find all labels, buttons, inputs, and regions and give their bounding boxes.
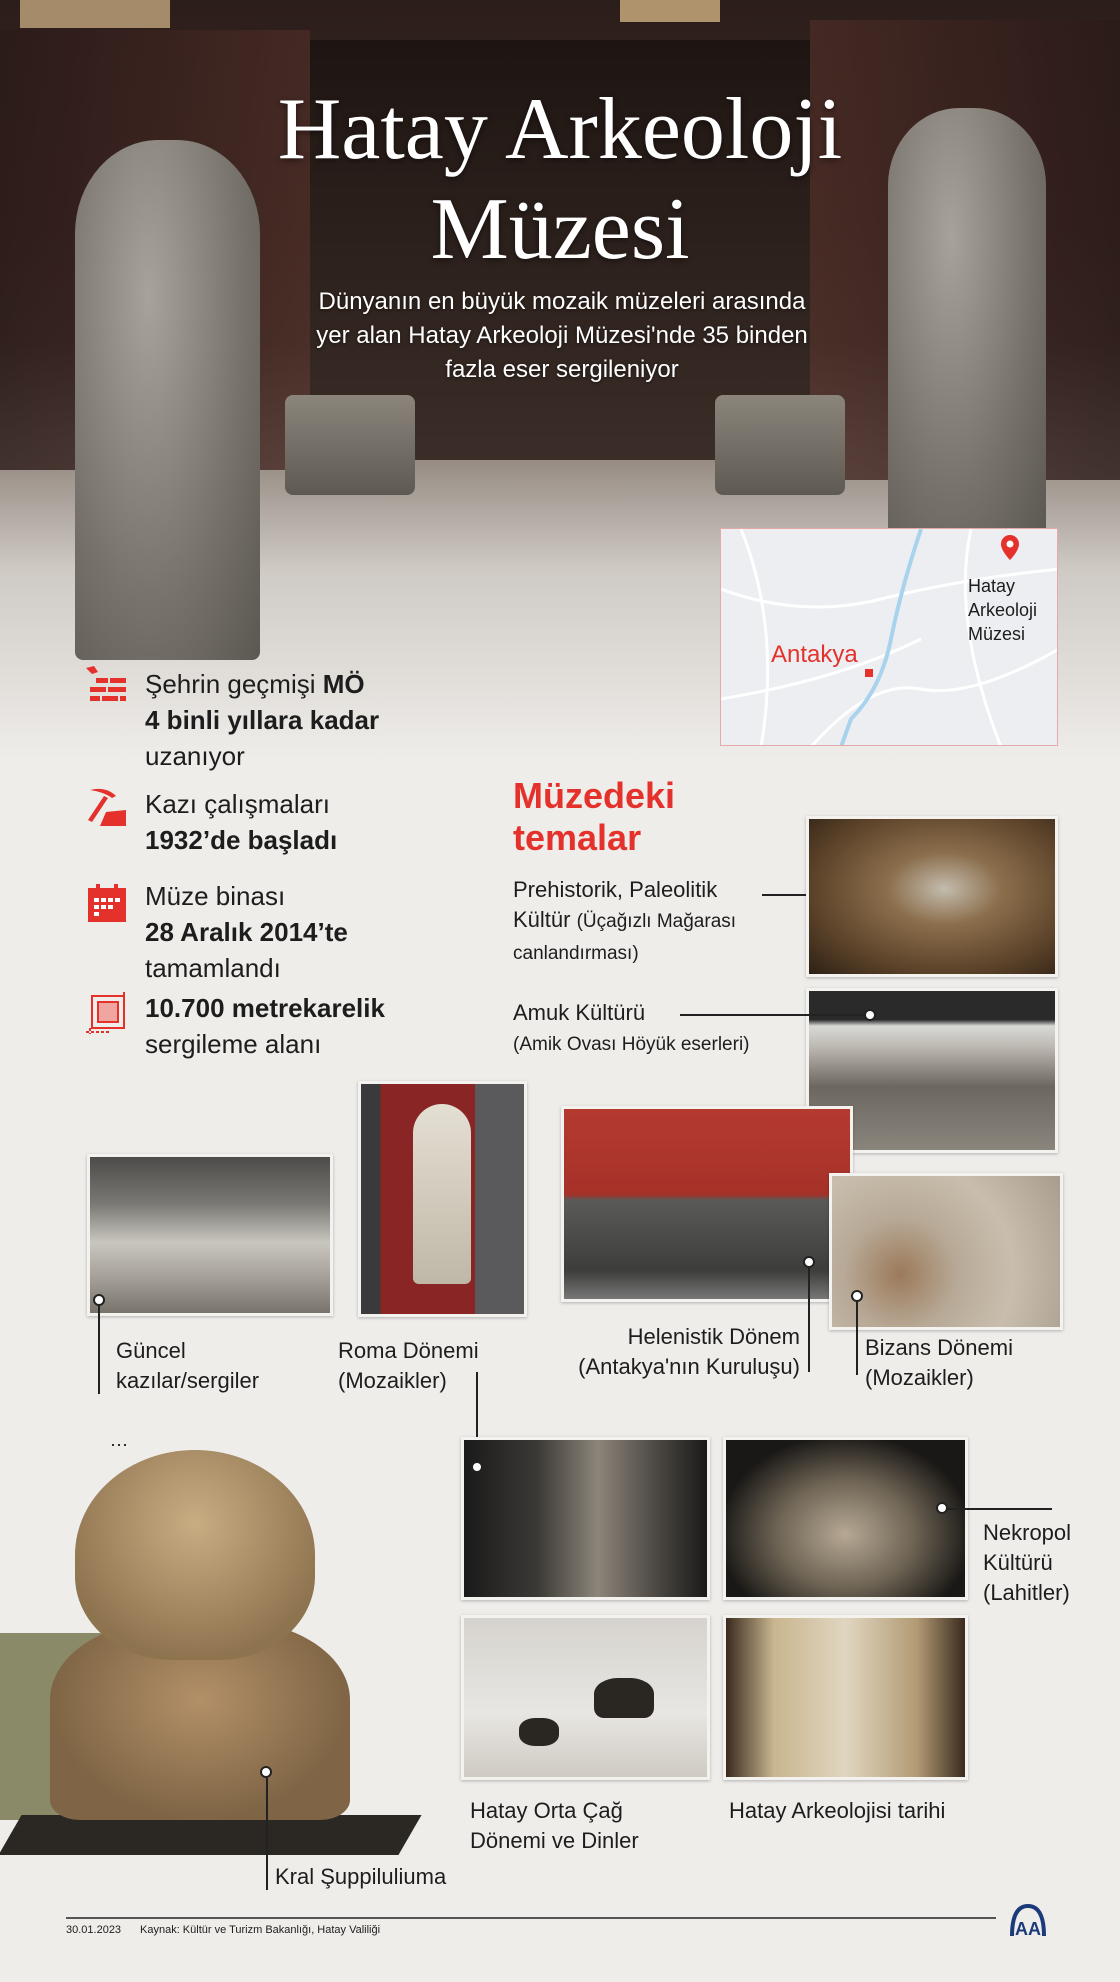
brick-wall-icon — [86, 666, 128, 708]
pickaxe-icon — [86, 786, 128, 828]
fact-text: Kazı çalışmaları — [145, 789, 330, 819]
themes-heading-line: temalar — [513, 817, 642, 858]
label-line: kazılar/sergiler — [116, 1368, 260, 1393]
label-note: canlandırması) — [513, 943, 639, 964]
fact-text: uzanıyor — [145, 741, 245, 771]
photo-bizans — [829, 1173, 1063, 1330]
title-line-1: Hatay Arkeoloji — [277, 81, 843, 178]
label-line: (Lahitler) — [983, 1580, 1070, 1605]
label-line: (Mozaikler) — [865, 1365, 974, 1390]
label-guncel — [116, 1336, 259, 1396]
connector-line — [98, 1300, 100, 1394]
title-line-2: Müzesi — [430, 181, 690, 278]
map-city-label: Antakya — [771, 641, 858, 668]
fact-highlight: 1932’de başladı — [145, 825, 338, 855]
footer-divider — [66, 1917, 996, 1919]
area-icon — [86, 992, 128, 1034]
label-line: Helenistik Dönem — [627, 1324, 800, 1349]
subtitle: Dünyanın en büyük mozaik müzeleri arasında yer alan Hatay Arkeoloji Müzesi'nde 35 binden fazla eser sergileniyor — [316, 288, 808, 383]
page-title — [160, 80, 960, 280]
statue-base — [0, 1815, 422, 1855]
fact-highlight: MÖ — [322, 669, 365, 699]
connector-line — [266, 1778, 268, 1890]
fact-text: Müze binası — [145, 881, 286, 911]
label-title: Prehistorik, Paleolitik — [513, 877, 718, 902]
footer-date: 30.01.2023 — [66, 1924, 122, 1936]
fact-excavation — [145, 786, 337, 858]
photo-roma-mosaic — [461, 1437, 710, 1600]
label-title: Kültür — [513, 907, 571, 932]
label-helenistik — [520, 1322, 800, 1382]
connector-dot — [471, 1461, 483, 1473]
label-title: Amuk Kültürü — [513, 1000, 646, 1025]
photo-guncel — [87, 1154, 333, 1316]
fact-highlight: 4 binli yıllara kadar — [145, 705, 380, 735]
label-line: Dönemi ve Dinler — [470, 1828, 639, 1853]
label-nekropol — [983, 1518, 1071, 1608]
connector-line — [680, 1014, 870, 1016]
fact-text: sergileme alanı — [145, 1029, 322, 1059]
label-line: Roma Dönemi — [338, 1338, 479, 1363]
map-museum-label-line: Hatay — [968, 576, 1016, 596]
photo-arkeoloji-tarihi — [723, 1615, 968, 1780]
label-arkeoloji-tarihi: Hatay Arkeolojisi tarihi — [729, 1798, 946, 1823]
label-line: (Mozaikler) — [338, 1368, 447, 1393]
calendar-icon — [86, 882, 128, 924]
map-museum-label-line: Arkeoloji — [968, 600, 1038, 620]
pedestal — [285, 395, 415, 495]
fact-text: Şehrin geçmişi — [145, 669, 323, 699]
map-museum-label-line: Müzesi — [968, 624, 1026, 644]
photo-ortacag — [461, 1615, 710, 1780]
bronze-figurine — [594, 1678, 654, 1718]
map-pin-center — [1007, 541, 1014, 548]
connector-dot — [864, 1009, 876, 1021]
label-line: Nekropol — [983, 1520, 1072, 1545]
label-amuk — [513, 998, 750, 1060]
city-marker-icon — [865, 669, 873, 677]
connector-line — [808, 1262, 810, 1372]
connector-line — [948, 1508, 1052, 1510]
label-line: Hatay Orta Çağ — [470, 1798, 623, 1823]
map-river — [841, 529, 921, 746]
connector-dot — [93, 1294, 105, 1306]
connector-dot — [803, 1256, 815, 1268]
ceiling-light — [620, 0, 720, 22]
photo-nekropol — [723, 1437, 968, 1600]
bronze-figurine — [519, 1718, 559, 1746]
fact-text: tamamlandı — [145, 953, 281, 983]
fact-highlight: 10.700 metrekarelik — [145, 993, 385, 1023]
themes-heading — [513, 775, 675, 859]
label-line: Güncel — [116, 1338, 186, 1363]
label-ortacag — [470, 1796, 639, 1856]
roman-statue — [413, 1104, 471, 1284]
pedestal — [715, 395, 845, 495]
photo-cave — [806, 816, 1058, 977]
label-line: Bizans Dönemi — [865, 1335, 1013, 1360]
label-line: Kültürü — [983, 1550, 1053, 1575]
connector-line — [856, 1300, 858, 1375]
ceiling-light — [20, 0, 170, 28]
label-kral: Kral Şuppiluliuma — [275, 1864, 447, 1889]
svg-text:AA: AA — [1015, 1919, 1041, 1938]
label-line: (Antakya'nın Kuruluşu) — [578, 1354, 800, 1379]
connector-dot — [936, 1502, 948, 1514]
location-map — [720, 528, 1058, 746]
footer-source: Kaynak: Kültür ve Turizm Bakanlığı, Hatay Valiliği — [140, 1924, 381, 1936]
label-note: (Üçağızlı Mağarası — [576, 911, 737, 932]
statue-head — [75, 1450, 315, 1660]
label-bizans — [865, 1333, 1013, 1393]
label-roma — [338, 1336, 479, 1396]
connector-dot — [851, 1290, 863, 1302]
aa-logo-icon — [1008, 1902, 1048, 1938]
fact-building — [145, 878, 348, 986]
label-prehistoric — [513, 875, 736, 969]
ellipsis-decoration: ⋯ — [110, 1435, 131, 1455]
map-museum-label — [968, 574, 1037, 646]
fact-highlight: 28 Aralık 2014’te — [145, 917, 348, 947]
fact-history — [145, 666, 379, 774]
photo-roma — [358, 1081, 527, 1317]
label-note: (Amik Ovası Höyük eserleri) — [513, 1034, 750, 1055]
fact-area — [145, 990, 385, 1062]
connector-dot — [260, 1766, 272, 1778]
themes-heading-line: Müzedeki — [513, 775, 676, 816]
